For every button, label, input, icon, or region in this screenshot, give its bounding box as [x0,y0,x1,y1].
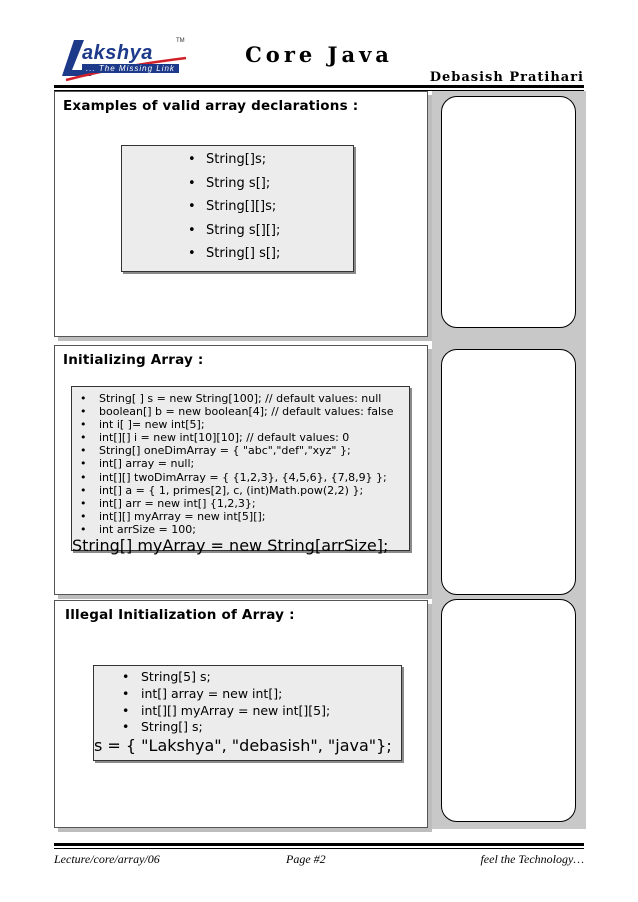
list-item: • int[][] i = new int[10][10]; // default values: 0 [80,431,350,445]
valid-declarations-panel [54,91,428,337]
logo-text: akshya [82,42,153,64]
list-item: • String s[][]; [188,222,281,238]
list-item: • int[] array = new int[]; [122,685,283,701]
list-item: • String s[]; [188,175,271,191]
code-example-box [93,665,402,761]
initializing-array-panel [54,345,428,595]
list-item: • int i[ ]= new int[5]; [80,418,205,432]
list-item: • int arrSize = 100; [80,522,196,536]
author-name: Debasish Pratihari [429,70,584,85]
footer-rule-thin [54,848,584,849]
document-title: Core Java [245,42,393,67]
list-item: • String[][]s; [188,199,277,214]
list-item: • int[] array = null; [80,457,195,471]
footer-slogan: feel the Technology… [480,852,584,866]
list-item: • boolean[] b = new boolean[4]; // default values: false [80,405,394,419]
logo-trademark: TM [176,38,185,44]
list-item-continuation: String[] myArray = new String[arrSize]; [72,536,389,556]
list-item: • int[] arr = new int[] {1,2,3}; [80,496,256,510]
section-title: Illegal Initialization of Array : [65,607,295,623]
list-item: • String[] s; [122,719,203,735]
list-item: • int[][] myArray = new int[][5]; [122,702,331,718]
code-example-box [71,386,410,556]
list-item: • String[ ] s = new String[100]; // default values: null [80,392,382,405]
section-title: Initializing Array : [63,352,204,368]
list-item: • String[] s[]; [188,246,281,261]
list-item: • String[]s; [188,152,267,167]
logo-tagline: ... The Missing Link [82,64,179,73]
code-example-box [121,145,354,272]
list-item: • int[] a = { 1, primes[2], c, (int)Math.pow(2,2) }; [80,483,364,497]
list-item: • int[][] myArray = new int[5][]; [80,509,266,523]
list-item: • int[][] twoDimArray = { {1,2,3}, {4,5,6}, {7,8,9} }; [80,470,387,484]
footer-lecture-ref: Lecture/core/array/06 [54,852,160,866]
footer-page-number: Page #2 [286,852,326,866]
header-rule [54,85,584,88]
list-item: • String[5] s; [122,669,211,684]
note-box-1 [441,96,576,328]
section-title: Examples of valid array declarations : [63,98,359,114]
note-box-3 [441,599,576,822]
list-item: • String[] oneDimArray = { "abc","def","xyz" }; [80,444,351,458]
list-item-continuation: s = { "Lakshya", "debasish", "java"}; [94,736,392,756]
note-box-2 [441,349,576,595]
footer-rule [54,843,584,846]
illegal-initialization-panel [54,600,428,828]
